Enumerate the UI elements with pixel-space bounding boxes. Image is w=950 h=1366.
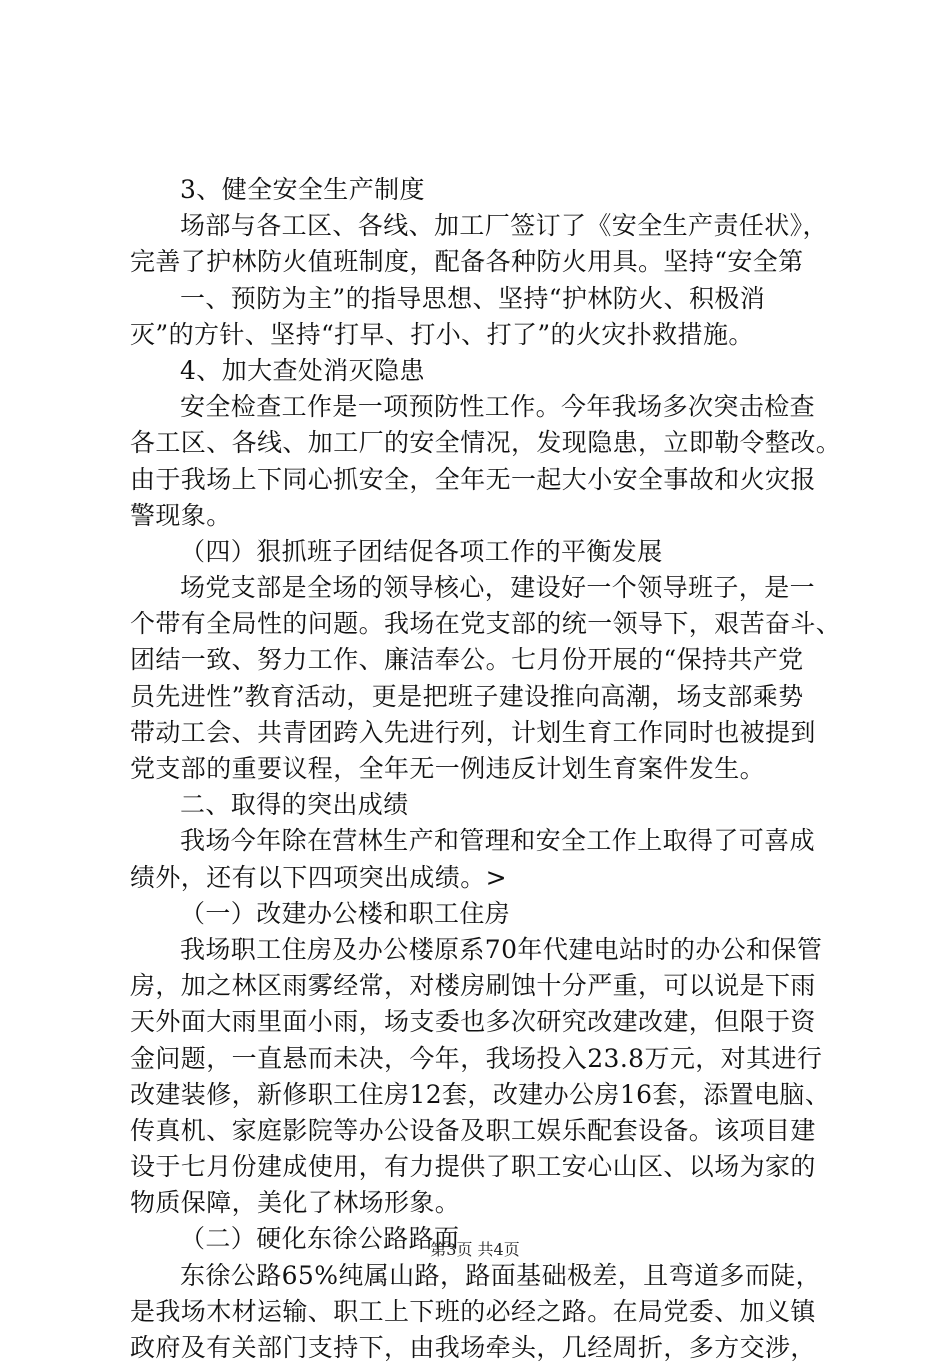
section-heading: （二）硬化东徐公路路面 <box>180 1224 460 1254</box>
paragraph-line: 党支部的重要议程，全年无一例违反计划生育案件发生。 <box>130 754 766 783</box>
paragraph-line: 绩外，还有以下四项突出成绩。> <box>130 862 507 892</box>
paragraph-line: 改建装修，新修职工住房12套，改建办公房16套，添置电脑、 <box>130 1079 831 1109</box>
paragraph-line: 金问题，一直悬而未决，今年，我场投入23.8万元，对其进行 <box>130 1043 823 1073</box>
document-body <box>130 172 842 1366</box>
paragraph-line: 完善了护林防火值班制度，配备各种防火用具。坚持“安全第 <box>130 247 804 277</box>
paragraph-line: 是我场木材运输、职工上下班的必经之路。在局党委、加义镇 <box>130 1296 816 1326</box>
section-heading: （四）狠抓班子团结促各项工作的平衡发展 <box>180 536 663 566</box>
paragraph-line: 设于七月份建成使用，有力提供了职工安心山区、以场为家的 <box>130 1152 816 1182</box>
section-heading: 3、健全安全生产制度 <box>180 175 425 204</box>
paragraph-line: 带动工会、共青团跨入先进行列，计划生育工作同时也被提到 <box>130 717 816 747</box>
section-heading: 二、取得的突出成绩 <box>180 790 409 820</box>
paragraph-line: 一、预防为主”的指导思想、坚持“护林防火、积极消 <box>180 283 766 313</box>
paragraph-line: 团结一致、努力工作、廉洁奉公。七月份开展的“保持共产党 <box>130 645 804 675</box>
paragraph-line: 警现象。 <box>130 500 232 530</box>
paragraph-line: 场部与各工区、各线、加工厂签订了《安全生产责任状》， <box>180 211 828 241</box>
paragraph-line: 传真机、家庭影院等办公设备及职工娱乐配套设备。该项目建 <box>130 1115 816 1145</box>
paragraph-line: 各工区、各线、加工厂的安全情况，发现隐患，立即勒令整改。 <box>130 428 842 458</box>
paragraph-line: 我场今年除在营林生产和管理和安全工作上取得了可喜成 <box>180 826 816 856</box>
paragraph-line: 安全检查工作是一项预防性工作。今年我场多次突击检查 <box>180 392 816 422</box>
section-heading: （一）改建办公楼和职工住房 <box>180 898 511 928</box>
paragraph-line: 我场职工住房及办公楼原系70年代建电站时的办公和保管 <box>180 934 823 964</box>
paragraph-line: 员先进性”教育活动，更是把班子建设推向高潮，场支部乘势 <box>130 681 804 711</box>
paragraph-line: 东徐公路65%纯属山路，路面基础极差，且弯道多而陡， <box>180 1260 821 1290</box>
paragraph-line: 政府及有关部门支持下，由我场牵头，几经周折，多方交涉， <box>130 1333 816 1362</box>
paragraph-line: 房，加之林区雨雾经常，对楼房刷蚀十分严重，可以说是下雨 <box>130 971 816 1001</box>
paragraph-line: 由于我场上下同心抓安全，全年无一起大小安全事故和火灾报 <box>130 464 816 494</box>
section-heading: 4、加大查处消灭隐患 <box>180 355 425 385</box>
paragraph-line: 天外面大雨里面小雨，场支委也多次研究改建改建，但限于资 <box>130 1007 816 1037</box>
paragraph-line: 物质保障，美化了林场形象。 <box>130 1188 461 1218</box>
paragraph-line: 个带有全局性的问题。我场在党支部的统一领导下，艰苦奋斗、 <box>130 609 842 639</box>
paragraph-line: 场党支部是全场的领导核心，建设好一个领导班子，是一 <box>180 573 816 603</box>
page-number-footer: 第3页 共4页 <box>430 1240 520 1259</box>
paragraph-line: 灭”的方针、坚持“打早、打小、打了”的火灾扑救措施。 <box>130 319 754 349</box>
